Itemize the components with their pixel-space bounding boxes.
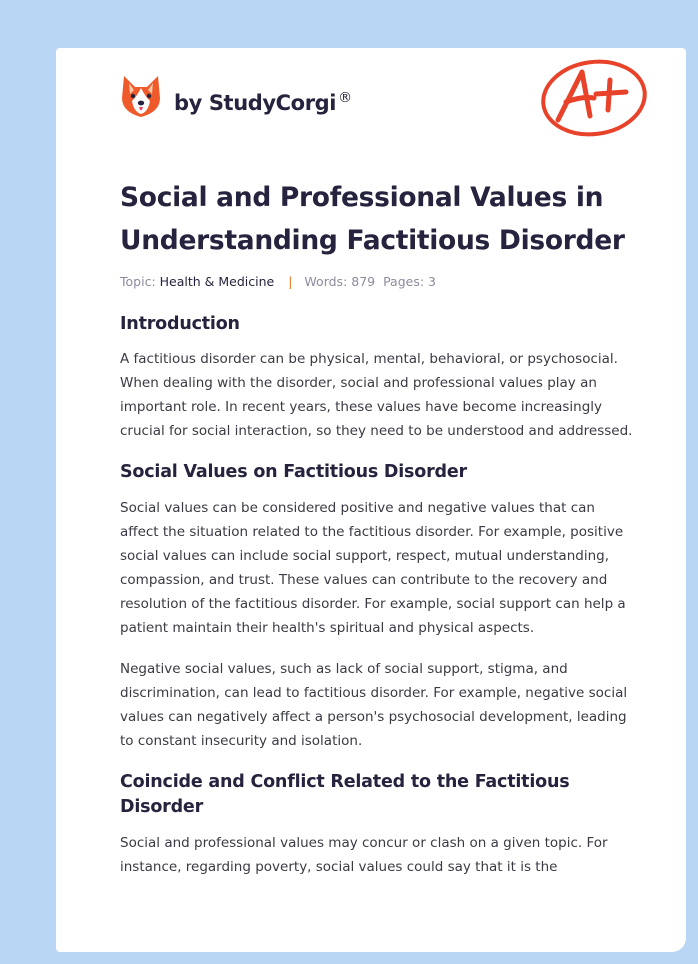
article-meta [120, 274, 636, 289]
paragraph: Social values can be considered positive and negative values that can affect the situation related to the factitious disorder. For example, positive social values can include social support, respect, mutual understanding, compassion, and trust. These values can contribute to the recovery and resolution of the factitious disorder. For example, social support can help a patient maintain their health's spiritual and physical aspects. [120, 500, 626, 636]
section-heading-introduction: Introduction [120, 314, 240, 334]
topic-label: Topic: [120, 274, 156, 289]
paragraph: A factitious disorder can be physical, mental, behavioral, or psychosocial. When dealing with the disorder, social and professional values play an important role. In recent years, these values have become increasingly crucial for social interaction, so they need to be understood and addressed. [120, 351, 633, 439]
meta-separator: | [288, 274, 293, 289]
corgi-icon [120, 74, 162, 120]
brand-name: by StudyCorgi ® [174, 89, 352, 115]
topic-link[interactable]: Health & Medicine [159, 274, 275, 289]
paragraph: Negative social values, such as lack of social support, stigma, and discrimination, can lead to factitious disorder. For example, negative social values can negatively affect a person's psychosocial development, leading to constant insecurity and isolation. [120, 661, 628, 749]
page-count: Pages: 3 [383, 274, 436, 289]
article [120, 176, 636, 879]
section-heading-social-values: Social Values on Factitious Disorder [120, 462, 467, 482]
page-title: Social and Professional Values in Understanding Factitious Disorder [120, 182, 625, 256]
word-count: Words: 879 [304, 274, 376, 289]
document-card [56, 48, 686, 952]
a-plus-grade-icon [538, 58, 650, 140]
studycorgi-logo[interactable] [120, 74, 352, 120]
section-heading-coincide-conflict: Coincide and Conflict Related to the Factitious Disorder [120, 772, 570, 817]
paragraph: Social and professional values may concur or clash on a given topic. For instance, regarding poverty, social values could say that it is the [120, 835, 608, 875]
